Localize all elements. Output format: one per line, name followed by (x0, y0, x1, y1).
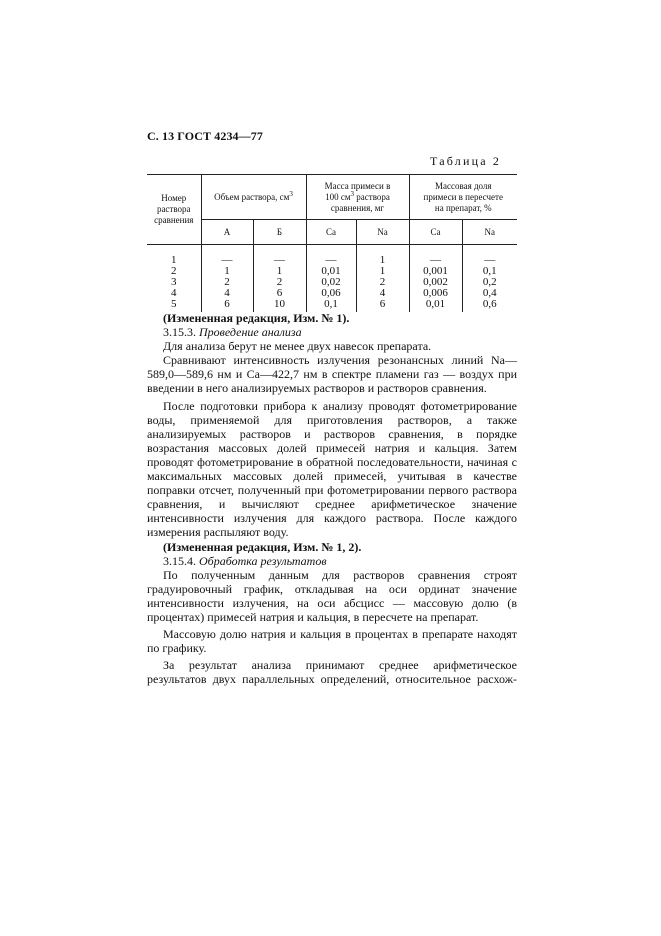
table-cell: 0,02 (306, 277, 356, 288)
table-cell: 4 (201, 288, 253, 299)
data-table (147, 174, 517, 312)
header-fraction: Массовая доля примеси в пересчете на препарат, % (409, 175, 517, 220)
section-number: 3.15.3. (163, 325, 199, 340)
table-cell: — (201, 245, 253, 267)
table-cell: 10 (253, 299, 306, 312)
table-cell: — (306, 245, 356, 267)
subheader-ca-fraction: Ca (409, 220, 462, 245)
table-cell: 1 (147, 245, 201, 267)
section-title: Проведение анализа (199, 325, 302, 340)
section-3-15-3-heading (147, 325, 517, 339)
paragraph-procedure: После подготовки прибора к анализу проводят фотометрирование воды, применяемой для приготовления растворов, а также анализируемых растворов и растворов сравнения, в порядке возрастания массовых долей примесей натрия и кальция. Затем проводят фотометрирование в обратной последовательности, начиная с максимальных массовых долей примесей, учитывая в качестве поправки отсчет, полученный при фотометрировании первого раствора сравнения, и вычисляют среднее арифметическое значение интенсивности излучения для каждого раствора. После каждого измерения распыляют воду. (147, 398, 517, 540)
table-cell: 6 (253, 288, 306, 299)
section-3-15-4-heading (147, 554, 517, 568)
paragraph-compare (147, 353, 517, 395)
table-cell: 0,001 (409, 266, 462, 277)
table-cell: 1 (253, 266, 306, 277)
paragraph-compare-rest: 589,0—589,6 нм и Ca—422,7 нм в спектре пламени газ — воздух при введении в него анализируемых растворов и растворов сравнения. (147, 367, 517, 396)
table-cell: 0,01 (306, 266, 356, 277)
table-cell: 6 (356, 299, 409, 312)
subheader-b: Б (253, 220, 306, 245)
page-header: С. 13 ГОСТ 4234—77 (147, 129, 263, 143)
table-cell: 0,01 (409, 299, 462, 312)
header-number: Номер раствора сравнения (147, 175, 201, 245)
table-cell: 1 (201, 266, 253, 277)
table-cell: 0,1 (306, 299, 356, 312)
table-cell: — (409, 245, 462, 267)
table-cell: 0,002 (409, 277, 462, 288)
table-cell: 4 (147, 288, 201, 299)
section-title: Обработка результатов (199, 553, 327, 568)
subheader-na-mass: Na (356, 220, 409, 245)
table-cell: 0,6 (482, 298, 497, 310)
table-caption: Таблица 2 (430, 154, 502, 168)
table-cell: 0,06 (306, 288, 356, 299)
table-cell: 3 (147, 277, 201, 288)
table-cell: 0,006 (409, 288, 462, 299)
table-cell: 0,4 (482, 287, 497, 299)
amendment-note-2: (Измененная редакция, Изм. № 1, 2). (163, 539, 362, 554)
paragraph-compare-line-1: Сравнивают интенсивность излучения резонансных линий Na— (163, 353, 517, 368)
table-cell: — (484, 254, 496, 266)
table-cell: 5 (147, 299, 201, 312)
paragraph-result: За результат анализа принимают среднее арифметическое результатов двух параллельных определений, относительное расхож- (147, 658, 517, 687)
table-cell: 1 (356, 245, 409, 267)
table-cell: 2 (356, 277, 409, 288)
table-cell: 0,2 (482, 276, 497, 288)
table-cell: — (253, 245, 306, 267)
subheader-a: А (201, 220, 253, 245)
amendment-note-1: (Измененная редакция, Изм. № 1). (163, 311, 350, 325)
header-volume: Объем раствора, $см^3$ (201, 175, 306, 220)
table-cell: 1 (356, 266, 409, 277)
table-cell: 2 (147, 266, 201, 277)
table-cell: 0,1 (482, 265, 497, 277)
table-cell: 2 (201, 277, 253, 288)
table-cell: 4 (356, 288, 409, 299)
paragraph-weighing: Для анализа берут не менее двух навесок препарата. (163, 339, 432, 354)
body-text (147, 311, 517, 686)
subheader-ca-mass: Ca (306, 220, 356, 245)
paragraph-graph: Массовую долю натрия и кальция в процентах в препарате находят по графику. (147, 627, 517, 656)
paragraph-calibration: По полученным данным для растворов сравнения строят градуировочный график, откладывая на оси ординат значение интенсивности излучения, на оси абсцисс — массовую долю (в процентах) примесей натрия и кальция, в пересчете на препарат. (147, 567, 517, 624)
table-row (147, 245, 517, 267)
table-cell: 2 (253, 277, 306, 288)
section-number: 3.15.4. (163, 553, 199, 568)
header-mass: Масса примеси в 100 $см^3$ раствора сравнения, мг (306, 175, 409, 220)
subheader-na-fraction: Na (462, 220, 517, 245)
table-cell: 6 (201, 299, 253, 312)
